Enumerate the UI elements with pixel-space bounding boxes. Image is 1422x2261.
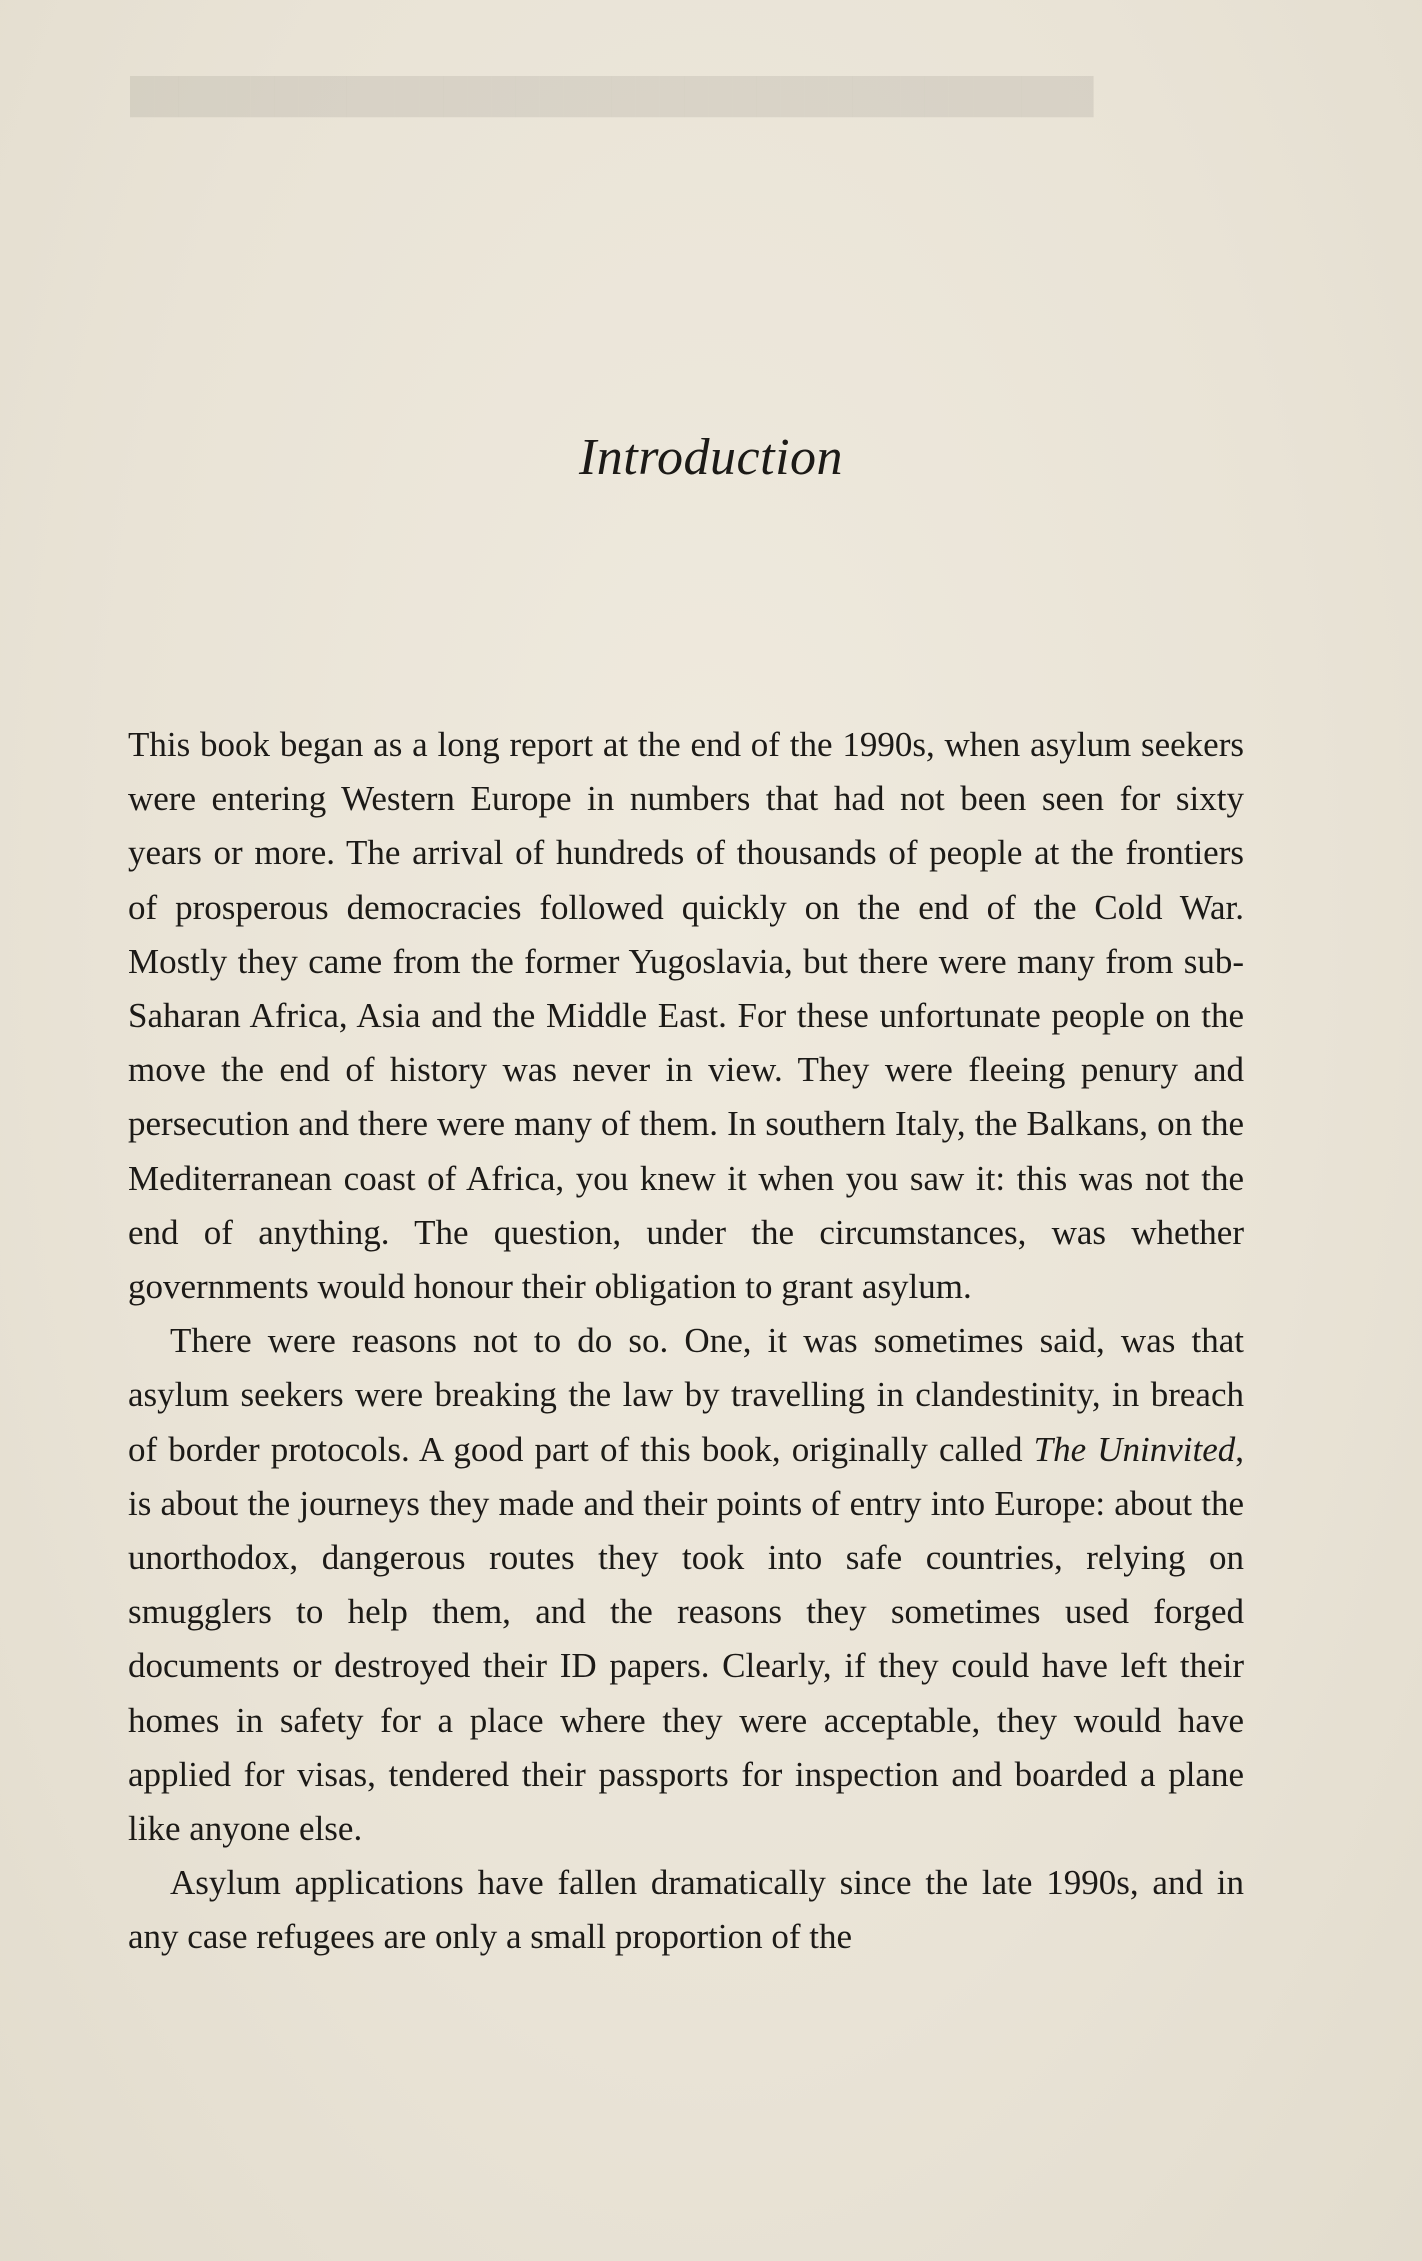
paragraph-text: There were reasons not to do so. One, it was sometimes said, was that asylum seekers were breaking the law by travelling in clandestinity, in breach of border protocols. A good part of this book, originally called: [128, 1321, 1244, 1469]
bleed-through-text: ████████████████████████████████████████: [130, 78, 1094, 115]
paragraph: [128, 1314, 1244, 1856]
paragraph: Asylum applications have fallen dramatically since the late 1990s, and in any case refugees are only a small proportion of the: [128, 1863, 1244, 1957]
paragraph: This book began as a long report at the end of the 1990s, when asylum seekers were entering Western Europe in numbers that had not been seen for sixty years or more. The arrival of hundreds of thousands of people at the frontiers of prosperous democracies followed quickly on the end of the Cold War. Mostly they came from the former Yugoslavia, but there were many from sub-Saharan Africa, Asia and the Middle East. For these unfortunate people on the move the end of history was never in view. They were fleeing penury and persecution and there were many of them. In southern Italy, the Balkans, on the Mediterranean coast of Africa, you knew it when you saw it: this was not the end of anything. The question, under the circumstances, was whether governments would honour their obligation to grant asylum.: [128, 725, 1244, 1307]
paragraph-text: , is about the journeys they made and their points of entry into Europe: about the unorthodox, dangerous routes they took into safe countries, relying on smugglers to help them, and the reasons they sometimes used forged documents or destroyed their ID papers. Clearly, if they could have left their homes in safety for a place where they were acceptable, they would have applied for visas, tendered their passports for inspection and boarded a plane like anyone else.: [128, 1429, 1244, 1849]
book-title-italic: The Uninvited: [1033, 1429, 1236, 1469]
chapter-body: [128, 718, 1244, 1965]
chapter-title: Introduction: [578, 429, 844, 486]
